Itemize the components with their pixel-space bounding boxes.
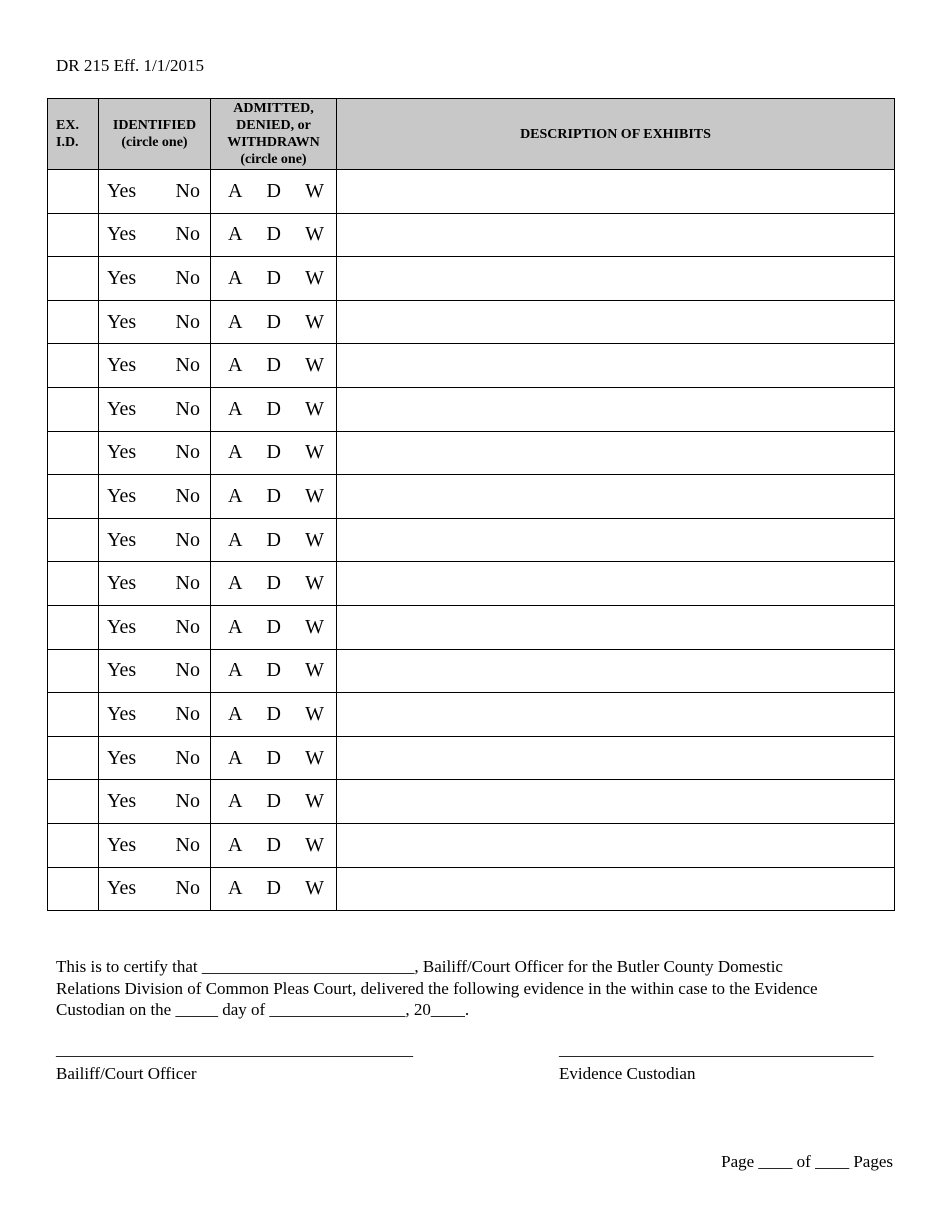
identified-cell: [99, 300, 211, 344]
status-denied-option[interactable]: D: [266, 790, 281, 813]
status-withdrawn-option[interactable]: W: [305, 659, 324, 682]
identified-yes-option[interactable]: Yes: [107, 746, 137, 769]
identified-yes-option[interactable]: Yes: [107, 615, 137, 638]
identified-yes-option[interactable]: Yes: [107, 179, 137, 202]
identified-no-option[interactable]: No: [175, 397, 200, 420]
status-admitted-option[interactable]: A: [228, 310, 243, 333]
certification-line: This is to certify that _________________________, Bailiff/Court Officer for the Butler County Domestic: [56, 957, 783, 976]
status-denied-option[interactable]: D: [266, 179, 281, 202]
exhibit-id-cell[interactable]: [48, 213, 99, 257]
description-cell[interactable]: [337, 257, 895, 301]
table-row: [48, 344, 895, 388]
header-admitted-line4: (circle one): [240, 152, 307, 167]
identified-no-option[interactable]: No: [175, 441, 200, 464]
status-admitted-option[interactable]: A: [228, 484, 243, 507]
status-admitted-option[interactable]: A: [228, 833, 243, 856]
description-cell[interactable]: [337, 823, 895, 867]
header-admitted-line1: ADMITTED,: [233, 101, 314, 116]
status-denied-option[interactable]: D: [266, 397, 281, 420]
status-cell: [211, 300, 337, 344]
identified-no-option[interactable]: No: [175, 790, 200, 813]
header-admitted-line2: DENIED, or: [236, 118, 311, 133]
status-admitted-option[interactable]: A: [228, 179, 243, 202]
status-denied-option[interactable]: D: [266, 659, 281, 682]
table-row: [48, 387, 895, 431]
bailiff-signature-label: Bailiff/Court Officer: [56, 1064, 197, 1083]
identified-yes-option[interactable]: Yes: [107, 223, 137, 246]
status-cell: [211, 387, 337, 431]
identified-yes-option[interactable]: Yes: [107, 441, 137, 464]
status-withdrawn-option[interactable]: W: [305, 223, 324, 246]
status-withdrawn-option[interactable]: W: [305, 833, 324, 856]
status-withdrawn-option[interactable]: W: [305, 397, 324, 420]
status-withdrawn-option[interactable]: W: [305, 179, 324, 202]
exhibit-id-cell[interactable]: [48, 257, 99, 301]
identified-no-option[interactable]: No: [175, 833, 200, 856]
bailiff-signature-line[interactable]: __________________________________________: [56, 1040, 413, 1059]
identified-yes-option[interactable]: Yes: [107, 354, 137, 377]
header-identified: [99, 99, 211, 170]
table-row: [48, 475, 895, 519]
description-cell[interactable]: [337, 170, 895, 214]
exhibit-id-cell[interactable]: [48, 518, 99, 562]
status-cell: [211, 344, 337, 388]
identified-cell: [99, 562, 211, 606]
status-denied-option[interactable]: D: [266, 484, 281, 507]
status-admitted-option[interactable]: A: [228, 223, 243, 246]
identified-no-option[interactable]: No: [175, 223, 200, 246]
status-withdrawn-option[interactable]: W: [305, 484, 324, 507]
identified-cell: [99, 649, 211, 693]
status-withdrawn-option[interactable]: W: [305, 790, 324, 813]
description-cell[interactable]: [337, 431, 895, 475]
exhibit-id-cell[interactable]: [48, 823, 99, 867]
identified-yes-option[interactable]: Yes: [107, 572, 137, 595]
exhibit-id-cell[interactable]: [48, 475, 99, 519]
description-cell[interactable]: [337, 213, 895, 257]
table-row: [48, 170, 895, 214]
exhibit-id-cell[interactable]: [48, 170, 99, 214]
exhibit-id-cell[interactable]: [48, 344, 99, 388]
status-denied-option[interactable]: D: [266, 702, 281, 725]
certification-text: [56, 956, 902, 1021]
status-denied-option[interactable]: D: [266, 310, 281, 333]
status-admitted-option[interactable]: A: [228, 702, 243, 725]
header-identified-line2: (circle one): [121, 135, 188, 150]
identified-yes-option[interactable]: Yes: [107, 310, 137, 333]
status-cell: [211, 867, 337, 911]
identified-cell: [99, 693, 211, 737]
identified-yes-option[interactable]: Yes: [107, 702, 137, 725]
identified-yes-option[interactable]: Yes: [107, 397, 137, 420]
table-row: [48, 649, 895, 693]
exhibit-id-cell[interactable]: [48, 736, 99, 780]
header-admitted: [211, 99, 337, 170]
description-cell[interactable]: [337, 736, 895, 780]
identified-yes-option[interactable]: Yes: [107, 484, 137, 507]
status-withdrawn-option[interactable]: W: [305, 528, 324, 551]
exhibit-id-cell[interactable]: [48, 693, 99, 737]
status-cell: [211, 518, 337, 562]
identified-yes-option[interactable]: Yes: [107, 790, 137, 813]
identified-cell: [99, 518, 211, 562]
identified-cell: [99, 431, 211, 475]
status-admitted-option[interactable]: A: [228, 528, 243, 551]
status-denied-option[interactable]: D: [266, 354, 281, 377]
status-withdrawn-option[interactable]: W: [305, 746, 324, 769]
exhibits-table: [47, 98, 895, 911]
exhibit-id-cell[interactable]: [48, 649, 99, 693]
certification-line: Relations Division of Common Pleas Court, delivered the following evidence in the within case to the Evidence: [56, 978, 818, 998]
identified-no-option[interactable]: No: [175, 877, 200, 900]
status-cell: [211, 170, 337, 214]
description-cell[interactable]: [337, 518, 895, 562]
identified-cell: [99, 344, 211, 388]
status-admitted-option[interactable]: A: [228, 790, 243, 813]
status-cell: [211, 693, 337, 737]
table-row: [48, 300, 895, 344]
identified-cell: [99, 867, 211, 911]
identified-no-option[interactable]: No: [175, 484, 200, 507]
exhibit-id-cell[interactable]: [48, 605, 99, 649]
table-row: [48, 693, 895, 737]
identified-cell: [99, 605, 211, 649]
status-withdrawn-option[interactable]: W: [305, 310, 324, 333]
description-cell[interactable]: [337, 649, 895, 693]
header-ex-id-line2: I.D.: [56, 135, 79, 150]
status-withdrawn-option[interactable]: W: [305, 572, 324, 595]
exhibit-id-cell[interactable]: [48, 562, 99, 606]
status-admitted-option[interactable]: A: [228, 615, 243, 638]
status-cell: [211, 649, 337, 693]
identified-yes-option[interactable]: Yes: [107, 266, 137, 289]
status-cell: [211, 562, 337, 606]
identified-no-option[interactable]: No: [175, 746, 200, 769]
status-admitted-option[interactable]: A: [228, 746, 243, 769]
status-denied-option[interactable]: D: [266, 223, 281, 246]
description-cell[interactable]: [337, 867, 895, 911]
identified-cell: [99, 257, 211, 301]
identified-cell: [99, 170, 211, 214]
header-identified-line1: IDENTIFIED: [112, 118, 197, 133]
status-admitted-option[interactable]: A: [228, 441, 243, 464]
status-denied-option[interactable]: D: [266, 266, 281, 289]
table-row: [48, 213, 895, 257]
table-row: [48, 431, 895, 475]
identified-cell: [99, 736, 211, 780]
description-cell[interactable]: [337, 605, 895, 649]
status-denied-option[interactable]: D: [266, 746, 281, 769]
identified-yes-option[interactable]: Yes: [107, 833, 137, 856]
identified-no-option[interactable]: No: [175, 615, 200, 638]
description-cell[interactable]: [337, 344, 895, 388]
status-denied-option[interactable]: D: [266, 877, 281, 900]
status-denied-option[interactable]: D: [266, 441, 281, 464]
description-cell[interactable]: [337, 300, 895, 344]
identified-cell: [99, 387, 211, 431]
custodian-signature-line[interactable]: _____________________________________: [559, 1040, 874, 1059]
status-cell: [211, 780, 337, 824]
exhibit-id-cell[interactable]: [48, 867, 99, 911]
status-withdrawn-option[interactable]: W: [305, 266, 324, 289]
identified-no-option[interactable]: No: [175, 310, 200, 333]
description-cell[interactable]: [337, 562, 895, 606]
identified-cell: [99, 780, 211, 824]
description-cell[interactable]: [337, 780, 895, 824]
identified-yes-option[interactable]: Yes: [107, 877, 137, 900]
status-denied-option[interactable]: D: [266, 833, 281, 856]
custodian-signature-label: Evidence Custodian: [559, 1064, 696, 1083]
table-header-row: [48, 99, 895, 170]
status-withdrawn-option[interactable]: W: [305, 877, 324, 900]
identified-no-option[interactable]: No: [175, 528, 200, 551]
status-denied-option[interactable]: D: [266, 528, 281, 551]
identified-no-option[interactable]: No: [175, 266, 200, 289]
table-row: [48, 823, 895, 867]
identified-no-option[interactable]: No: [175, 354, 200, 377]
identified-no-option[interactable]: No: [175, 572, 200, 595]
status-admitted-option[interactable]: A: [228, 354, 243, 377]
identified-no-option[interactable]: No: [175, 702, 200, 725]
status-withdrawn-option[interactable]: W: [305, 615, 324, 638]
status-admitted-option[interactable]: A: [228, 266, 243, 289]
identified-no-option[interactable]: No: [175, 659, 200, 682]
table-row: [48, 257, 895, 301]
form-id: DR 215 Eff. 1/1/2015: [56, 56, 204, 75]
status-denied-option[interactable]: D: [266, 572, 281, 595]
status-withdrawn-option[interactable]: W: [305, 441, 324, 464]
status-cell: [211, 605, 337, 649]
status-cell: [211, 736, 337, 780]
table-row: [48, 562, 895, 606]
identified-cell: [99, 823, 211, 867]
status-cell: [211, 431, 337, 475]
table-row: [48, 780, 895, 824]
exhibit-id-cell[interactable]: [48, 431, 99, 475]
status-admitted-option[interactable]: A: [228, 659, 243, 682]
status-cell: [211, 475, 337, 519]
status-cell: [211, 823, 337, 867]
identified-yes-option[interactable]: Yes: [107, 659, 137, 682]
identified-no-option[interactable]: No: [175, 179, 200, 202]
status-admitted-option[interactable]: A: [228, 572, 243, 595]
exhibit-id-cell[interactable]: [48, 387, 99, 431]
header-ex-id-line1: EX.: [56, 118, 79, 133]
status-admitted-option[interactable]: A: [228, 397, 243, 420]
table-row: [48, 518, 895, 562]
status-withdrawn-option[interactable]: W: [305, 354, 324, 377]
certification-line: Custodian on the _____ day of ________________, 20____.: [56, 1000, 470, 1019]
table-row: [48, 867, 895, 911]
page-number-footer: Page ____ of ____ Pages: [721, 1152, 893, 1171]
exhibit-id-cell[interactable]: [48, 780, 99, 824]
identified-yes-option[interactable]: Yes: [107, 528, 137, 551]
status-withdrawn-option[interactable]: W: [305, 702, 324, 725]
description-cell[interactable]: [337, 475, 895, 519]
identified-cell: [99, 213, 211, 257]
table-row: [48, 605, 895, 649]
description-cell[interactable]: [337, 693, 895, 737]
table-row: [48, 736, 895, 780]
exhibit-id-cell[interactable]: [48, 300, 99, 344]
status-denied-option[interactable]: D: [266, 615, 281, 638]
header-description: DESCRIPTION OF EXHIBITS: [337, 99, 895, 170]
identified-cell: [99, 475, 211, 519]
status-admitted-option[interactable]: A: [228, 877, 243, 900]
description-cell[interactable]: [337, 387, 895, 431]
status-cell: [211, 257, 337, 301]
status-cell: [211, 213, 337, 257]
header-admitted-line3: WITHDRAWN: [227, 135, 320, 150]
header-ex-id: [48, 99, 99, 170]
